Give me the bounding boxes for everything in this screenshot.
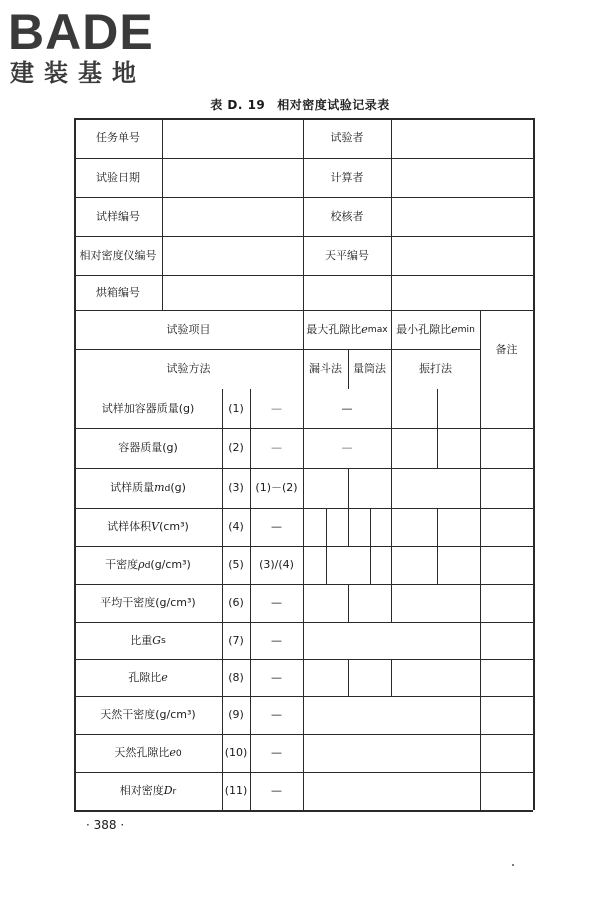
emin-subscript: min bbox=[457, 324, 475, 335]
header-funnel-method: 漏斗法 bbox=[309, 362, 342, 376]
info-value bbox=[162, 197, 303, 236]
row-dash: — bbox=[341, 401, 353, 415]
row-number: (10) bbox=[224, 746, 248, 760]
row-item-label: 容器质量(g) bbox=[118, 441, 178, 455]
row-item-text: 孔隙比 bbox=[128, 670, 162, 684]
row-item-symbol: D bbox=[163, 784, 173, 798]
row-item-subscript: d bbox=[164, 482, 171, 494]
info-value bbox=[162, 236, 303, 275]
row-item-label: 天然干密度(g/cm³) bbox=[100, 708, 196, 722]
table-title: 相对密度试验记录表 bbox=[277, 98, 390, 112]
logo-subtitle: 建装基地 bbox=[10, 59, 146, 87]
emin-text: 最小孔隙比 bbox=[396, 322, 452, 336]
logo-wordmark: BADE bbox=[8, 4, 154, 60]
row-formula: (1)－(2) bbox=[255, 481, 298, 495]
grid-line-v bbox=[437, 508, 438, 584]
row-formula: — bbox=[271, 670, 282, 684]
scan-speck bbox=[512, 864, 514, 866]
row-formula: — bbox=[271, 746, 282, 760]
info-right-label: 计算者 bbox=[330, 170, 364, 184]
row-item-subscript: r bbox=[172, 785, 177, 797]
row-item-label bbox=[74, 622, 222, 659]
info-right-value bbox=[391, 118, 533, 158]
info-right-label: 天平编号 bbox=[325, 248, 369, 262]
row-number: (9) bbox=[228, 708, 244, 722]
row-item-subscript: s bbox=[161, 635, 166, 646]
row-item-unit: (g/cm³) bbox=[150, 558, 191, 572]
header-remarks: 备注 bbox=[495, 342, 518, 356]
info-right-value bbox=[391, 197, 533, 236]
row-item-symbol: ρ bbox=[138, 558, 145, 572]
row-item-subscript: 0 bbox=[175, 747, 182, 759]
row-number: (11) bbox=[224, 784, 248, 798]
row-item-label bbox=[74, 468, 222, 508]
row-item-text: 天然孔隙比 bbox=[114, 746, 170, 760]
info-label: 试验日期 bbox=[96, 170, 140, 184]
row-item-text: 相对密度 bbox=[119, 784, 164, 798]
emin-symbol: e bbox=[451, 322, 458, 336]
table-number: 表 D. 19 bbox=[210, 98, 266, 112]
grid-line-v bbox=[348, 468, 349, 546]
grid-line-h bbox=[74, 810, 533, 812]
info-label: 试样编号 bbox=[96, 209, 140, 223]
info-label: 任务单号 bbox=[96, 131, 140, 145]
row-formula: — bbox=[271, 441, 282, 455]
info-value bbox=[162, 275, 303, 310]
header-emin bbox=[391, 310, 480, 349]
row-item-unit: (g) bbox=[170, 481, 186, 495]
row-number: (1) bbox=[228, 401, 244, 415]
grid-line-v bbox=[391, 389, 392, 622]
grid-line-v bbox=[437, 389, 438, 468]
row-item-symbol: e bbox=[161, 670, 168, 684]
row-item-text: 干密度 bbox=[105, 558, 139, 572]
header-vibrate-method: 振打法 bbox=[419, 362, 452, 376]
grid-line-v bbox=[533, 118, 535, 810]
row-item-label bbox=[74, 772, 222, 810]
row-number: (4) bbox=[228, 520, 244, 534]
row-formula: — bbox=[271, 633, 282, 647]
row-item-label bbox=[74, 734, 222, 772]
info-right-value bbox=[391, 158, 533, 197]
row-item-symbol: G bbox=[152, 633, 161, 647]
row-number: (7) bbox=[228, 633, 244, 647]
info-label: 相对密度仪编号 bbox=[79, 248, 157, 262]
row-item-label: 平均干密度(g/cm³) bbox=[100, 596, 196, 610]
row-formula: — bbox=[271, 784, 282, 798]
row-number: (6) bbox=[228, 596, 244, 610]
row-item-unit: (cm³) bbox=[159, 520, 189, 534]
row-item-symbol: m bbox=[154, 481, 165, 495]
row-item-text: 试样质量 bbox=[110, 481, 155, 495]
grid-line-v bbox=[348, 659, 349, 696]
row-formula: — bbox=[271, 520, 282, 534]
row-number: (3) bbox=[228, 481, 244, 495]
row-item-symbol: e bbox=[169, 746, 176, 760]
header-cylinder-method: 量筒法 bbox=[353, 362, 386, 376]
row-item-label bbox=[74, 659, 222, 696]
emax-subscript: max bbox=[367, 324, 388, 335]
header-emax bbox=[303, 310, 391, 349]
row-formula: (3)/(4) bbox=[259, 558, 294, 572]
grid-line-v bbox=[348, 584, 349, 622]
row-formula: — bbox=[271, 596, 282, 610]
info-value bbox=[162, 158, 303, 197]
grid-line-v bbox=[391, 659, 392, 696]
header-test-method: 试验方法 bbox=[166, 362, 211, 376]
info-right-label: 试验者 bbox=[330, 131, 364, 145]
header-test-item: 试验项目 bbox=[166, 322, 211, 336]
row-number: (2) bbox=[228, 441, 244, 455]
row-number: (5) bbox=[228, 558, 244, 572]
info-right-value bbox=[391, 236, 533, 275]
info-value bbox=[162, 118, 303, 158]
row-item-label: 试样加容器质量(g) bbox=[101, 401, 195, 415]
page-number: · 388 · bbox=[86, 818, 125, 832]
grid-line-v bbox=[370, 508, 371, 584]
row-item-label bbox=[74, 508, 222, 546]
row-item-text: 试样体积 bbox=[107, 520, 152, 534]
row-item-subscript: d bbox=[144, 559, 151, 571]
emax-symbol: e bbox=[361, 322, 368, 336]
emax-text: 最大孔隙比 bbox=[306, 322, 362, 336]
row-formula: — bbox=[271, 401, 282, 415]
row-number: (8) bbox=[228, 670, 244, 684]
row-item-label bbox=[74, 546, 222, 584]
info-label: 烘箱编号 bbox=[96, 285, 140, 299]
row-dash: — bbox=[341, 441, 353, 455]
row-formula: — bbox=[271, 708, 282, 722]
info-right-label: 校核者 bbox=[330, 209, 364, 223]
row-item-text: 比重 bbox=[130, 633, 153, 647]
row-item-symbol: V bbox=[151, 520, 160, 534]
grid-line-v bbox=[326, 508, 327, 584]
